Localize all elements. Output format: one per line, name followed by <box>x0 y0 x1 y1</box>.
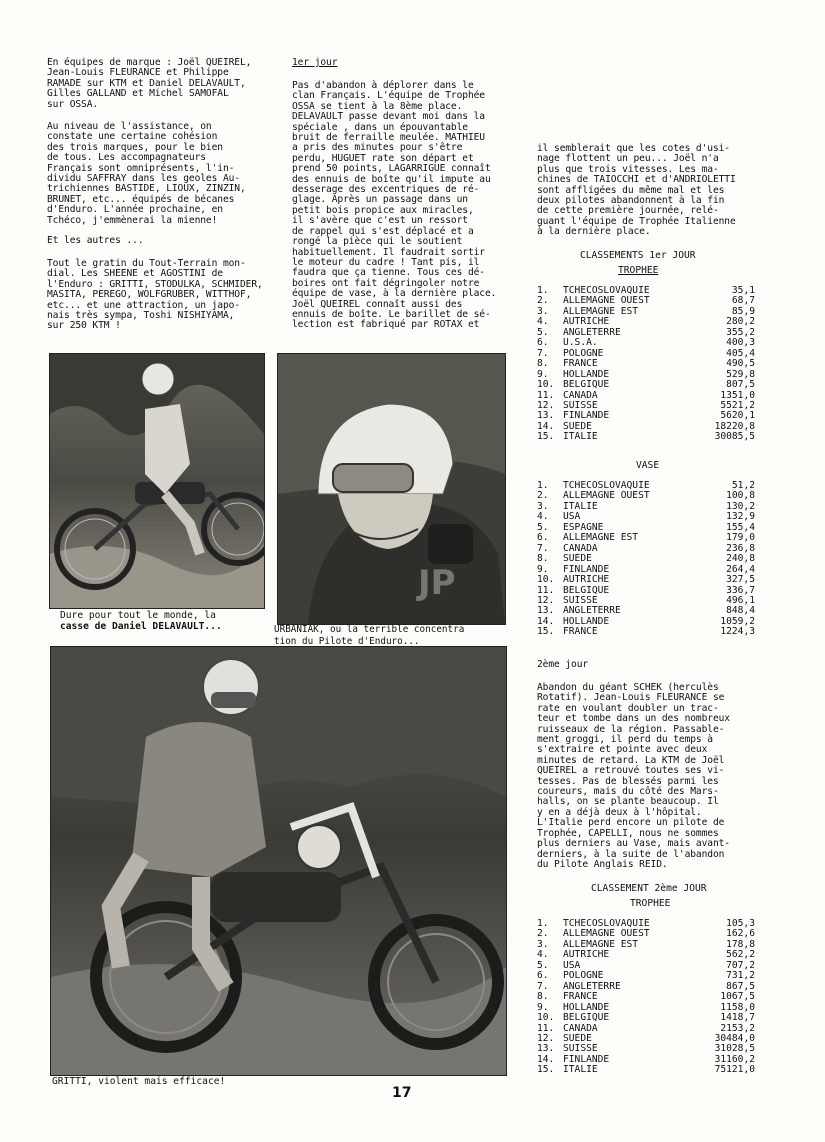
row-rank: 13. <box>537 605 555 617</box>
row-rank: 15. <box>537 431 555 443</box>
row-score: 562,2 <box>726 949 755 961</box>
row-rank: 10. <box>537 574 555 586</box>
row-rank: 13. <box>537 410 555 422</box>
row-score: 405,4 <box>726 347 755 359</box>
row-rank: 11. <box>537 389 555 401</box>
row-rank: 4. <box>537 316 549 328</box>
row-country: CANADA <box>563 1022 598 1034</box>
row-score: 336,7 <box>726 584 755 596</box>
row-country: ANGLETERRE <box>563 980 621 992</box>
row-score: 178,8 <box>726 938 755 950</box>
row-country: HOLLANDE <box>563 368 610 380</box>
col2-paragraph-day1: Pas d'abandon à déplorer dans le clan Français. L'équipe de Trophée OSSA se tient à la 8ème place. DELAVAULT passe devant moi dans la spéciale , dans un épouvantable bruit de ferraille meulée. MATHIEU a pris des minutes pour s'être perdu, HUGUET rate son départ et prend 50 points, LAGARRIGUE connaît des ennuis de boîte qu'il impute au desserage des excentriques de ré- glage. Après un passage dans un petit bois propice aux miracles, il s'avère que c'est un ressort de rappel qui s'est déplacé et a rongé la pièce qui le soutient habituellement. Il faudrait sortir le moteur du cadre ! Tant pis, il faudra que ça tienne. Tous ces dé- boires ont fait dégringoler notre équipe de vase, à la dernière place. Joël QUEIREL connaît aussi des ennuis de boîte. Le barillet de sé- lection est fabriqué par ROTAX et <box>292 80 497 331</box>
row-score: 1418,7 <box>720 1012 755 1024</box>
caption-photo1-line2: casse de Daniel DELAVAULT... <box>60 621 222 632</box>
row-score: 35,1 <box>731 285 755 296</box>
day1-vase-table <box>537 481 755 638</box>
row-country: TCHECOSLOVAQUIE <box>563 285 650 296</box>
row-score: 496,1 <box>726 594 755 606</box>
row-country: ANGLETERRE <box>563 326 621 338</box>
row-score: 400,3 <box>726 337 755 349</box>
row-rank: 10. <box>537 379 555 391</box>
row-score: 75121,0 <box>714 1064 755 1076</box>
day2-heading: 2ème jour <box>537 659 589 670</box>
day2-classement-title: CLASSEMENT 2ème JOUR <box>591 883 707 894</box>
row-rank: 8. <box>537 358 549 370</box>
row-score: 68,7 <box>731 295 755 307</box>
row-rank: 6. <box>537 337 549 349</box>
caption-photo1-line1: Dure pour tout le monde, la <box>60 610 216 621</box>
row-country: FRANCE <box>563 626 598 638</box>
row-score: 130,2 <box>726 500 755 512</box>
row-country: TCHECOSLOVAQUIE <box>563 918 650 929</box>
row-rank: 2. <box>537 928 549 940</box>
row-country: ITALIE <box>563 500 598 512</box>
row-rank: 1. <box>537 918 549 929</box>
row-country: ALLEMAGNE EST <box>563 305 639 317</box>
row-country: SUEDE <box>563 1032 592 1044</box>
row-country: SUISSE <box>563 594 598 606</box>
row-score: 2153,2 <box>720 1022 755 1034</box>
photo-urbaniak <box>277 353 506 625</box>
col1-subheading-others: Et les autres ... <box>47 235 144 246</box>
row-country: CANADA <box>563 542 598 554</box>
row-country: AUTRICHE <box>563 316 610 328</box>
row-score: 155,4 <box>726 521 755 533</box>
row-rank: 12. <box>537 399 555 411</box>
row-country: BELGIQUE <box>563 1012 610 1024</box>
row-score: 51,2 <box>731 480 755 491</box>
row-rank: 2. <box>537 295 549 307</box>
row-rank: 8. <box>537 991 549 1003</box>
row-country: FRANCE <box>563 991 598 1003</box>
row-country: AUTRICHE <box>563 574 610 586</box>
row-score: 179,0 <box>726 532 755 544</box>
row-score: 280,2 <box>726 316 755 328</box>
row-score: 807,5 <box>726 379 755 391</box>
row-rank: 14. <box>537 420 555 432</box>
row-rank: 8. <box>537 553 549 565</box>
row-country: ITALIE <box>563 431 598 443</box>
row-country: ESPAGNE <box>563 521 604 533</box>
row-score: 105,3 <box>726 918 755 929</box>
day1-heading: 1er jour <box>292 57 338 68</box>
row-rank: 7. <box>537 542 549 554</box>
row-country: SUISSE <box>563 1043 598 1055</box>
day2-trophee-label: TROPHEE <box>630 898 671 909</box>
col1-paragraph-teams: En équipes de marque : Joël QUEIREL, Jean-Louis FLEURANCE et Philippe RAMADE sur KTM et Daniel DELAVAULT, Gilles GALLAND et Michel SAMOFAL sur OSSA. <box>47 57 252 110</box>
row-rank: 3. <box>537 938 549 950</box>
row-country: BELGIQUE <box>563 584 610 596</box>
row-score: 100,8 <box>726 490 755 502</box>
row-rank: 10. <box>537 1012 555 1024</box>
row-country: ALLEMAGNE EST <box>563 938 639 950</box>
row-rank: 3. <box>537 305 549 317</box>
row-country: ALLEMAGNE OUEST <box>563 928 650 940</box>
caption-photo2: URBANIAK, ou la terrible concentra tion du Pilote d'Enduro... <box>274 624 465 647</box>
row-country: USA <box>563 511 581 523</box>
row-rank: 3. <box>537 500 549 512</box>
row-score: 327,5 <box>726 574 755 586</box>
row-country: FRANCE <box>563 358 598 370</box>
row-score: 1351,0 <box>720 389 755 401</box>
row-rank: 11. <box>537 1022 555 1034</box>
row-score: 848,4 <box>726 605 755 617</box>
row-score: 132,9 <box>726 511 755 523</box>
table-row <box>537 432 755 442</box>
row-score: 707,2 <box>726 959 755 971</box>
row-rank: 15. <box>537 626 555 638</box>
row-rank: 5. <box>537 326 549 338</box>
row-rank: 9. <box>537 1001 549 1013</box>
day1-classement-title: CLASSEMENTS 1er JOUR <box>580 250 696 261</box>
table-row <box>537 1065 755 1075</box>
row-score: 31028,5 <box>714 1043 755 1055</box>
row-country: AUTRICHE <box>563 949 610 961</box>
row-country: HOLLANDE <box>563 615 610 627</box>
table-row <box>537 627 755 637</box>
row-rank: 7. <box>537 980 549 992</box>
row-score: 731,2 <box>726 970 755 982</box>
row-score: 162,6 <box>726 928 755 940</box>
row-score: 529,8 <box>726 368 755 380</box>
row-rank: 4. <box>537 511 549 523</box>
row-country: FINLANDE <box>563 410 610 422</box>
row-country: USA <box>563 959 581 971</box>
row-rank: 4. <box>537 949 549 961</box>
day1-trophee-table <box>537 286 755 443</box>
row-rank: 6. <box>537 532 549 544</box>
row-country: CANADA <box>563 389 598 401</box>
caption-photo3: GRITTI, violent mais efficace! <box>52 1076 226 1087</box>
row-country: SUEDE <box>563 553 592 565</box>
row-label <box>537 1065 598 1075</box>
col1-paragraph-others: Tout le gratin du Tout-Terrain mon- dial. Les SHEENE et AGOSTINI de l'Enduro : GRITTI, STODULKA, SCHMIDER, MASITA, PEREGO, WOLFGRUBER, WITTHOF, etc... et une attraction, un japo- nais très sympa, Toshi NISHIYAMA, sur 250 KTM ! <box>47 258 263 332</box>
row-rank: 13. <box>537 1043 555 1055</box>
row-rank: 12. <box>537 1032 555 1044</box>
row-rank: 2. <box>537 490 549 502</box>
row-rank: 5. <box>537 959 549 971</box>
row-country: POLOGNE <box>563 970 604 982</box>
row-country: TCHECOSLOVAQUIE <box>563 480 650 491</box>
row-score: 5620,1 <box>720 410 755 422</box>
row-score: 1067,5 <box>720 991 755 1003</box>
row-country: HOLLANDE <box>563 1001 610 1013</box>
page-number: 17 <box>392 1085 412 1101</box>
row-country: U.S.A. <box>563 337 598 349</box>
day2-trophee-table <box>537 919 755 1076</box>
col3-paragraph-day2: Abandon du géant SCHEK (herculès Rotatif). Jean-Louis FLEURANCE se rate en voulant doubler un trac- teur et tombe dans un des nombreux ruisseaux de la région. Passable- ment groggi, il perd du temps à s'extraire et pointe avec deux minutes de retard. La KTM de Joël QUEIREL a retrouvé toutes ses vi- tesses. Pas de blessés parmi les coureurs, mais du côté des Mars- halls, on se plante beaucoup. Il y en a déjà deux à l'hôpital. L'Italie perd encore un pilote de Trophée, CAPELLI, nous ne sommes plus derniers au Vase, mais avant- derniers, à la suite de l'abandon du Pilote Anglais REID. <box>537 682 730 870</box>
row-rank: 5. <box>537 521 549 533</box>
row-score: 264,4 <box>726 563 755 575</box>
row-rank: 6. <box>537 970 549 982</box>
row-rank: 14. <box>537 615 555 627</box>
row-country: FINLANDE <box>563 1053 610 1065</box>
row-country: BELGIQUE <box>563 379 610 391</box>
watermark-text: JP <box>418 563 456 603</box>
row-score: 18220,8 <box>714 420 755 432</box>
row-score: 30484,0 <box>714 1032 755 1044</box>
row-rank: 9. <box>537 368 549 380</box>
row-rank: 12. <box>537 594 555 606</box>
row-rank: 1. <box>537 285 549 296</box>
row-rank: 1. <box>537 480 549 491</box>
row-label <box>537 627 598 637</box>
row-score: 85,9 <box>731 305 755 317</box>
row-rank: 9. <box>537 563 549 575</box>
row-country: POLOGNE <box>563 347 604 359</box>
row-score: 5521,2 <box>720 399 755 411</box>
row-country: ALLEMAGNE OUEST <box>563 295 650 307</box>
row-score: 1224,3 <box>720 626 755 638</box>
row-score: 31160,2 <box>714 1053 755 1065</box>
col3-paragraph-continued: il semblerait que les cotes d'usi- nage flottent un peu... Joël n'a plus que trois vitesses. Les ma- chines de TAIOCCHI et d'ANDRIOLETTI sont affligées du même mal et les deux pilotes abandonnent à la fin de cette première journée, relé- guant l'équipe de Trophée Italienne à la dernière place. <box>537 143 736 238</box>
row-score: 1158,0 <box>720 1001 755 1013</box>
row-rank: 15. <box>537 1064 555 1076</box>
row-score: 240,8 <box>726 553 755 565</box>
row-score: 867,5 <box>726 980 755 992</box>
row-rank: 7. <box>537 347 549 359</box>
row-country: ALLEMAGNE OUEST <box>563 490 650 502</box>
row-label <box>537 432 598 442</box>
row-score: 30085,5 <box>714 431 755 443</box>
row-score: 236,8 <box>726 542 755 554</box>
photo-delavault <box>49 353 265 609</box>
row-country: ALLEMAGNE EST <box>563 532 639 544</box>
col1-paragraph-assistance: Au niveau de l'assistance, on constate une certaine cohésion des trois marques, pour le bien de tous. Les accompagnateurs Français sont omniprésents, l'in- dividu SAFFRAY dans les geoles Au- trichiennes BASTIDE, LIOUX, ZINZIN, BRUNET, etc... équipés de bécanes d'Enduro. L'année prochaine, en Tchéco, j'emmènerai la mienne! <box>47 121 246 226</box>
row-country: SUISSE <box>563 399 598 411</box>
row-country: FINLANDE <box>563 563 610 575</box>
row-country: ANGLETERRE <box>563 605 621 617</box>
photo-gritti <box>50 646 507 1076</box>
day1-trophee-label: TROPHEE <box>618 265 659 276</box>
row-score: 355,2 <box>726 326 755 338</box>
row-rank: 14. <box>537 1053 555 1065</box>
row-country: SUEDE <box>563 420 592 432</box>
row-country: ITALIE <box>563 1064 598 1076</box>
row-score: 1059,2 <box>720 615 755 627</box>
row-score: 490,5 <box>726 358 755 370</box>
day1-vase-label: VASE <box>636 460 660 471</box>
row-rank: 11. <box>537 584 555 596</box>
